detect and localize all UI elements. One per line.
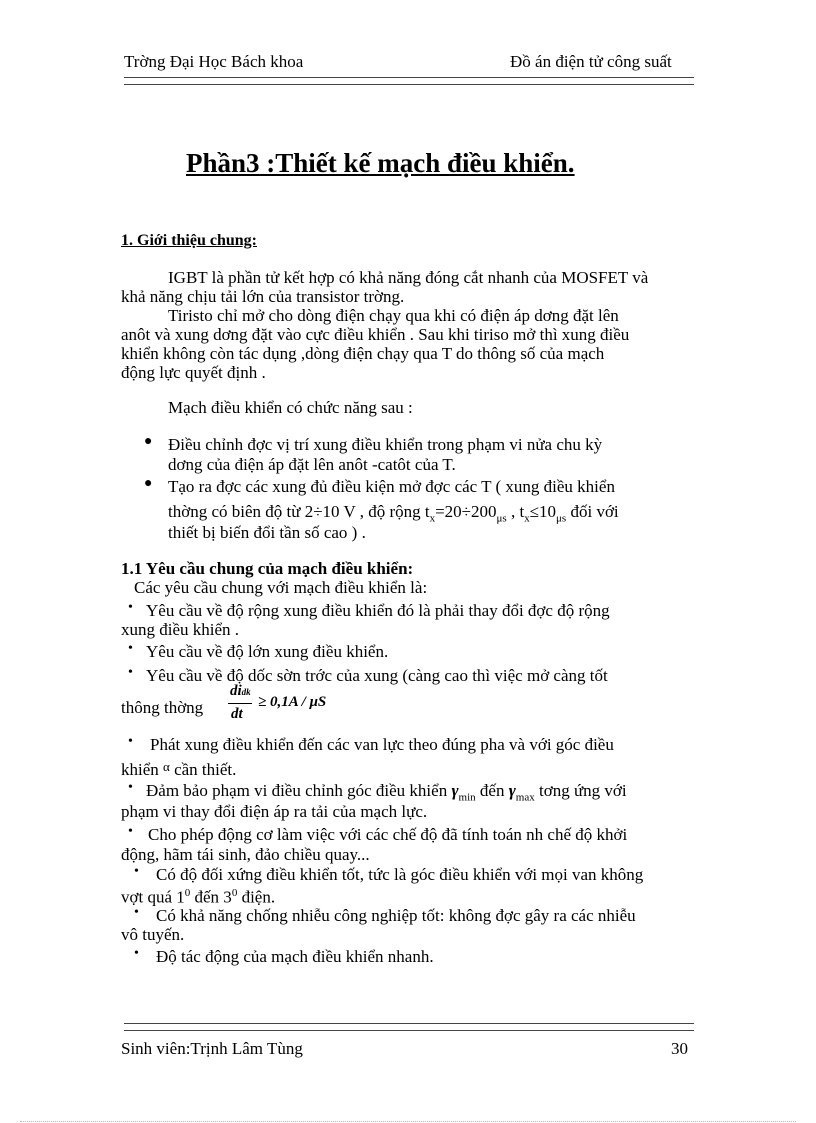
page-title: Phần3 :Thiết kế mạch điều khiển. bbox=[186, 148, 575, 178]
header-rule bbox=[124, 77, 694, 85]
footer-author: Sinh viên:Trịnh Lâm Tùng bbox=[121, 1039, 303, 1058]
bullet-line: vô tuyến. bbox=[121, 925, 185, 944]
section-heading-intro: 1. Giới thiệu chung: bbox=[121, 232, 257, 249]
bullet-line: Yêu cầu về độ rộng xung điều khiển đó là phải thay đổi đợc độ rộng bbox=[146, 601, 610, 620]
bullet-line: Có độ đối xứng điều khiển tốt, tức là góc điều khiển với mọi van không bbox=[156, 865, 644, 884]
bullet-line: xung điều khiển . bbox=[121, 620, 240, 639]
header-school: Trờng Đại Học Bách khoa bbox=[124, 52, 304, 71]
bullet-icon: • bbox=[128, 824, 133, 839]
section-heading-requirements: 1.1 Yêu cầu chung của mạch điều khiển: bbox=[121, 559, 414, 578]
paragraph-line: khiển không còn tác dụng ,dòng điện chạy qua T do thông số của mạch bbox=[121, 344, 605, 363]
bullet-icon: • bbox=[134, 946, 139, 961]
bullet-line: Yêu cầu về độ lớn xung điều khiển. bbox=[146, 642, 389, 661]
bullet-icon: • bbox=[128, 600, 133, 615]
bullet-line: thông thờng bbox=[121, 698, 204, 717]
page-edge-divider bbox=[20, 1121, 796, 1122]
formula-denominator: dt bbox=[231, 706, 243, 722]
fraction-bar bbox=[228, 703, 252, 704]
bullet-line: vợt quá $1^0$ đến $3^0$ điện. bbox=[121, 887, 276, 907]
bullet-icon: • bbox=[128, 734, 133, 749]
bullet-icon: • bbox=[128, 641, 133, 656]
paragraph-line: Các yêu cầu chung với mạch điều khiển là: bbox=[134, 578, 428, 597]
paragraph-line: Tiristo chỉ mở cho dòng điện chạy qua khi có điện áp dơng đặt lên bbox=[168, 306, 619, 325]
bullet-line: thờng có biên độ từ 2÷10 V , độ rộng $t_x=20\div 200_{\mu s}$ , $t_x\le 10_{\mu s}$ đối với bbox=[168, 502, 619, 525]
bullet-line: Độ tác động của mạch điều khiển nhanh. bbox=[156, 947, 434, 966]
paragraph-line: IGBT là phần tử kết hợp có khả năng đóng cắt nhanh của MOSFET và bbox=[168, 268, 649, 287]
bullet-line: phạm vi thay đổi điện áp ra tải của mạch lực. bbox=[121, 802, 428, 821]
paragraph-line: khả năng chịu tải lớn của transistor trờng. bbox=[121, 287, 405, 306]
bullet-icon: ● bbox=[144, 434, 153, 449]
bullet-line: Có khả năng chống nhiễu công nghiệp tốt: không đợc gây ra các nhiễu bbox=[156, 906, 636, 925]
paragraph-line: anôt và xung dơng đặt vào cực điều khiển . Sau khi tiriso mở thì xung điều bbox=[121, 325, 630, 344]
bullet-icon: ● bbox=[144, 476, 153, 491]
bullet-icon: • bbox=[128, 780, 133, 795]
bullet-line: Yêu cầu về độ dốc sờn trớc của xung (càng cao thì việc mở càng tốt bbox=[146, 666, 608, 685]
bullet-icon: • bbox=[134, 905, 139, 920]
bullet-line: khiển $^\alpha$ cần thiết. bbox=[121, 759, 237, 779]
paragraph-line: Mạch điều khiển có chức năng sau : bbox=[168, 398, 413, 417]
paragraph-line: động lực quyết định . bbox=[121, 363, 266, 382]
formula-numerator: didk bbox=[230, 683, 251, 699]
bullet-line: dơng của điện áp đặt lên anôt -catôt của T. bbox=[168, 455, 456, 474]
footer-rule bbox=[124, 1023, 694, 1031]
bullet-line: Điều chỉnh đợc vị trí xung điều khiển trong phạm vi nửa chu kỳ bbox=[168, 435, 603, 454]
bullet-line: Cho phép động cơ làm việc với các chế độ đã tính toán nh chế độ khởi bbox=[148, 825, 628, 844]
page-number: 30 bbox=[671, 1039, 688, 1058]
bullet-line: Đảm bảo phạm vi điều chỉnh góc điều khiển $\gamma_{min}$ đến $\gamma_{max}$ tơng ứng với bbox=[146, 781, 627, 804]
bullet-icon: • bbox=[128, 665, 133, 680]
bullet-icon: • bbox=[134, 864, 139, 879]
bullet-line: thiết bị biến đổi tần số cao ) . bbox=[168, 523, 366, 542]
header-course: Đồ án điện tử công suất bbox=[510, 52, 672, 71]
formula-rhs: ≥ 0,1A / μS bbox=[258, 694, 327, 710]
bullet-line: Tạo ra đợc các xung đủ điều kiện mở đợc các T ( xung điều khiển bbox=[168, 477, 615, 496]
bullet-line: động, hãm tái sinh, đảo chiều quay... bbox=[121, 845, 370, 864]
bullet-line: Phát xung điều khiển đến các van lực theo đúng pha và với góc điều bbox=[150, 735, 614, 754]
